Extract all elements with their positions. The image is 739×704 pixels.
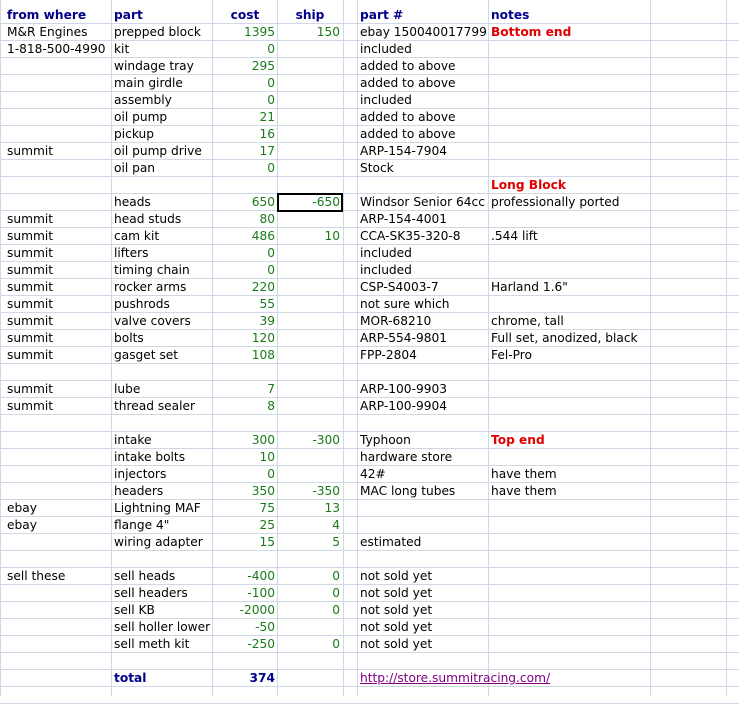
- cell-partnum[interactable]: ARP-100-9903: [360, 382, 447, 396]
- cell-notes[interactable]: chrome, tall: [491, 314, 564, 328]
- cell-part[interactable]: oil pump: [114, 110, 168, 124]
- cell-part[interactable]: valve covers: [114, 314, 191, 328]
- cell-part[interactable]: flange 4": [114, 518, 170, 532]
- cell-cost[interactable]: 39: [259, 314, 275, 328]
- cell-partnum[interactable]: ARP-154-7904: [360, 144, 447, 158]
- cell-partnum[interactable]: not sure which: [360, 297, 450, 311]
- cell-from[interactable]: summit: [7, 280, 53, 294]
- cell-part[interactable]: head studs: [114, 212, 182, 226]
- cell-from[interactable]: summit: [7, 399, 53, 413]
- cell-cost[interactable]: -250: [247, 637, 275, 651]
- cell-ship[interactable]: 5: [332, 535, 340, 549]
- header-cost[interactable]: cost: [230, 8, 260, 22]
- cell-part[interactable]: pushrods: [114, 297, 170, 311]
- cell-part[interactable]: bolts: [114, 331, 144, 345]
- cell-from[interactable]: summit: [7, 331, 53, 345]
- cell-notes[interactable]: have them: [491, 484, 557, 498]
- cell-part[interactable]: sell KB: [114, 603, 155, 617]
- cell-part[interactable]: kit: [114, 42, 130, 56]
- summit-link[interactable]: http://store.summitracing.com/: [360, 671, 551, 685]
- cell-ship[interactable]: 0: [332, 586, 340, 600]
- cell-cost[interactable]: -2000: [239, 603, 275, 617]
- cell-cost[interactable]: 220: [251, 280, 275, 294]
- cell-part[interactable]: assembly: [114, 93, 172, 107]
- header-ship[interactable]: ship: [295, 8, 325, 22]
- total-label[interactable]: total: [114, 671, 147, 685]
- cell-from[interactable]: ebay: [7, 501, 37, 515]
- cell-partnum[interactable]: added to above: [360, 127, 456, 141]
- cell-from[interactable]: summit: [7, 144, 53, 158]
- header-notes[interactable]: notes: [491, 8, 530, 22]
- cell-part[interactable]: Lightning MAF: [114, 501, 201, 515]
- cell-partnum[interactable]: ARP-100-9904: [360, 399, 447, 413]
- column-gridline: [650, 0, 651, 696]
- cell-part[interactable]: injectors: [114, 467, 167, 481]
- cell-partnum[interactable]: 42#: [360, 467, 386, 481]
- cell-partnum[interactable]: not sold yet: [360, 620, 433, 634]
- cell-part[interactable]: sell holler lower: [114, 620, 211, 634]
- cell-cost[interactable]: 8: [267, 399, 275, 413]
- cell-part[interactable]: thread sealer: [114, 399, 196, 413]
- cell-cost[interactable]: 0: [267, 246, 275, 260]
- cell-partnum[interactable]: ARP-154-4001: [360, 212, 447, 226]
- cell-part[interactable]: lube: [114, 382, 141, 396]
- total-value[interactable]: 374: [249, 671, 275, 685]
- cell-partnum[interactable]: ARP-554-9801: [360, 331, 447, 345]
- cell-ship[interactable]: 0: [332, 603, 340, 617]
- cell-cost[interactable]: 55: [259, 297, 275, 311]
- cell-part[interactable]: pickup: [114, 127, 154, 141]
- cell-notes[interactable]: Top end: [491, 433, 545, 447]
- column-gridline: [343, 0, 344, 696]
- cell-cost[interactable]: 120: [251, 331, 275, 345]
- cell-partnum[interactable]: included: [360, 93, 412, 107]
- cell-ship[interactable]: -650: [312, 195, 340, 209]
- cell-ship[interactable]: -300: [312, 433, 340, 447]
- cell-cost[interactable]: 300: [251, 433, 275, 447]
- cell-cost[interactable]: 350: [251, 484, 275, 498]
- cell-from[interactable]: ebay: [7, 518, 37, 532]
- cell-part[interactable]: rocker arms: [114, 280, 187, 294]
- cell-cost[interactable]: 0: [267, 467, 275, 481]
- cell-part[interactable]: intake: [114, 433, 152, 447]
- cell-partnum[interactable]: not sold yet: [360, 569, 433, 583]
- cell-cost[interactable]: 7: [267, 382, 275, 396]
- cell-cost[interactable]: 0: [267, 42, 275, 56]
- cell-cost[interactable]: 15: [259, 535, 275, 549]
- cell-ship[interactable]: 0: [332, 637, 340, 651]
- cell-ship[interactable]: -350: [312, 484, 340, 498]
- active-cell-outline: [277, 193, 343, 212]
- cell-cost[interactable]: -50: [255, 620, 275, 634]
- cell-part[interactable]: timing chain: [114, 263, 190, 277]
- cell-cost[interactable]: 25: [259, 518, 275, 532]
- cell-notes[interactable]: Fel-Pro: [491, 348, 532, 362]
- cell-cost[interactable]: 0: [267, 76, 275, 90]
- cell-cost[interactable]: 0: [267, 263, 275, 277]
- cell-part[interactable]: heads: [114, 195, 151, 209]
- cell-part[interactable]: oil pan: [114, 161, 156, 175]
- header-partnum[interactable]: part #: [360, 8, 404, 22]
- header-from[interactable]: from where: [7, 8, 87, 22]
- column-gridline: [726, 0, 727, 696]
- cell-part[interactable]: headers: [114, 484, 164, 498]
- cell-from[interactable]: summit: [7, 348, 53, 362]
- cell-partnum[interactable]: added to above: [360, 59, 456, 73]
- cell-notes[interactable]: Harland 1.6": [491, 280, 568, 294]
- cell-partnum[interactable]: MAC long tubes: [360, 484, 456, 498]
- cell-part[interactable]: windage tray: [114, 59, 194, 73]
- cell-part[interactable]: oil pump drive: [114, 144, 202, 158]
- cell-from[interactable]: summit: [7, 314, 53, 328]
- cell-partnum[interactable]: not sold yet: [360, 586, 433, 600]
- cell-part[interactable]: sell heads: [114, 569, 176, 583]
- cell-partnum[interactable]: not sold yet: [360, 637, 433, 651]
- header-part[interactable]: part: [114, 8, 143, 22]
- cell-part[interactable]: prepped block: [114, 25, 201, 39]
- cell-from[interactable]: summit: [7, 246, 53, 260]
- cell-partnum[interactable]: MOR-68210: [360, 314, 432, 328]
- cell-notes[interactable]: Full set, anodized, black: [491, 331, 638, 345]
- cell-from[interactable]: summit: [7, 229, 53, 243]
- cell-partnum[interactable]: added to above: [360, 110, 456, 124]
- cell-partnum[interactable]: estimated: [360, 535, 422, 549]
- cell-partnum[interactable]: hardware store: [360, 450, 453, 464]
- cell-cost[interactable]: 0: [267, 161, 275, 175]
- cell-cost[interactable]: 486: [251, 229, 275, 243]
- cell-partnum[interactable]: added to above: [360, 76, 456, 90]
- cell-ship[interactable]: 150: [316, 25, 340, 39]
- column-gridline: [0, 0, 1, 696]
- cell-partnum[interactable]: FPP-2804: [360, 348, 417, 362]
- cell-from[interactable]: sell these: [7, 569, 66, 583]
- cell-cost[interactable]: 1395: [243, 25, 275, 39]
- cell-notes[interactable]: Bottom end: [491, 25, 572, 39]
- cell-from[interactable]: summit: [7, 263, 53, 277]
- cell-partnum[interactable]: ebay 150040017799: [360, 25, 487, 39]
- cell-part[interactable]: gasget set: [114, 348, 179, 362]
- cell-part[interactable]: wiring adapter: [114, 535, 203, 549]
- cell-cost[interactable]: 10: [259, 450, 275, 464]
- cell-ship[interactable]: 4: [332, 518, 340, 532]
- cell-partnum[interactable]: included: [360, 246, 412, 260]
- cell-cost[interactable]: -100: [247, 586, 275, 600]
- cell-partnum[interactable]: CCA-SK35-320-8: [360, 229, 461, 243]
- cell-partnum[interactable]: Stock: [360, 161, 394, 175]
- cell-partnum[interactable]: not sold yet: [360, 603, 433, 617]
- cell-cost[interactable]: 0: [267, 93, 275, 107]
- cell-cost[interactable]: -400: [247, 569, 275, 583]
- cell-cost[interactable]: 16: [259, 127, 275, 141]
- cell-from[interactable]: M&R Engines: [7, 25, 88, 39]
- cell-cost[interactable]: 295: [251, 59, 275, 73]
- cell-partnum[interactable]: Typhoon: [360, 433, 411, 447]
- cell-partnum[interactable]: Windsor Senior 64cc: [360, 195, 485, 209]
- cell-part[interactable]: intake bolts: [114, 450, 186, 464]
- cell-from[interactable]: 1-818-500-4990: [7, 42, 106, 56]
- cell-notes[interactable]: Long Block: [491, 178, 566, 192]
- cell-cost[interactable]: 650: [251, 195, 275, 209]
- cell-cost[interactable]: 17: [259, 144, 275, 158]
- cell-cost[interactable]: 80: [259, 212, 275, 226]
- cell-part[interactable]: main girdle: [114, 76, 183, 90]
- cell-from[interactable]: summit: [7, 297, 53, 311]
- cell-partnum[interactable]: included: [360, 263, 412, 277]
- cell-cost[interactable]: 75: [259, 501, 275, 515]
- cell-from[interactable]: summit: [7, 382, 53, 396]
- cell-part[interactable]: sell meth kit: [114, 637, 190, 651]
- cell-part[interactable]: cam kit: [114, 229, 160, 243]
- cell-notes[interactable]: .544 lift: [491, 229, 538, 243]
- cell-part[interactable]: sell headers: [114, 586, 188, 600]
- cell-ship[interactable]: 0: [332, 569, 340, 583]
- cell-ship[interactable]: 13: [324, 501, 340, 515]
- cell-cost[interactable]: 108: [251, 348, 275, 362]
- cell-from[interactable]: summit: [7, 212, 53, 226]
- cell-notes[interactable]: have them: [491, 467, 557, 481]
- cell-partnum[interactable]: included: [360, 42, 412, 56]
- cell-ship[interactable]: 10: [324, 229, 340, 243]
- cell-partnum[interactable]: CSP-S4003-7: [360, 280, 439, 294]
- cell-part[interactable]: lifters: [114, 246, 149, 260]
- cell-notes[interactable]: professionally ported: [491, 195, 620, 209]
- cell-cost[interactable]: 21: [259, 110, 275, 124]
